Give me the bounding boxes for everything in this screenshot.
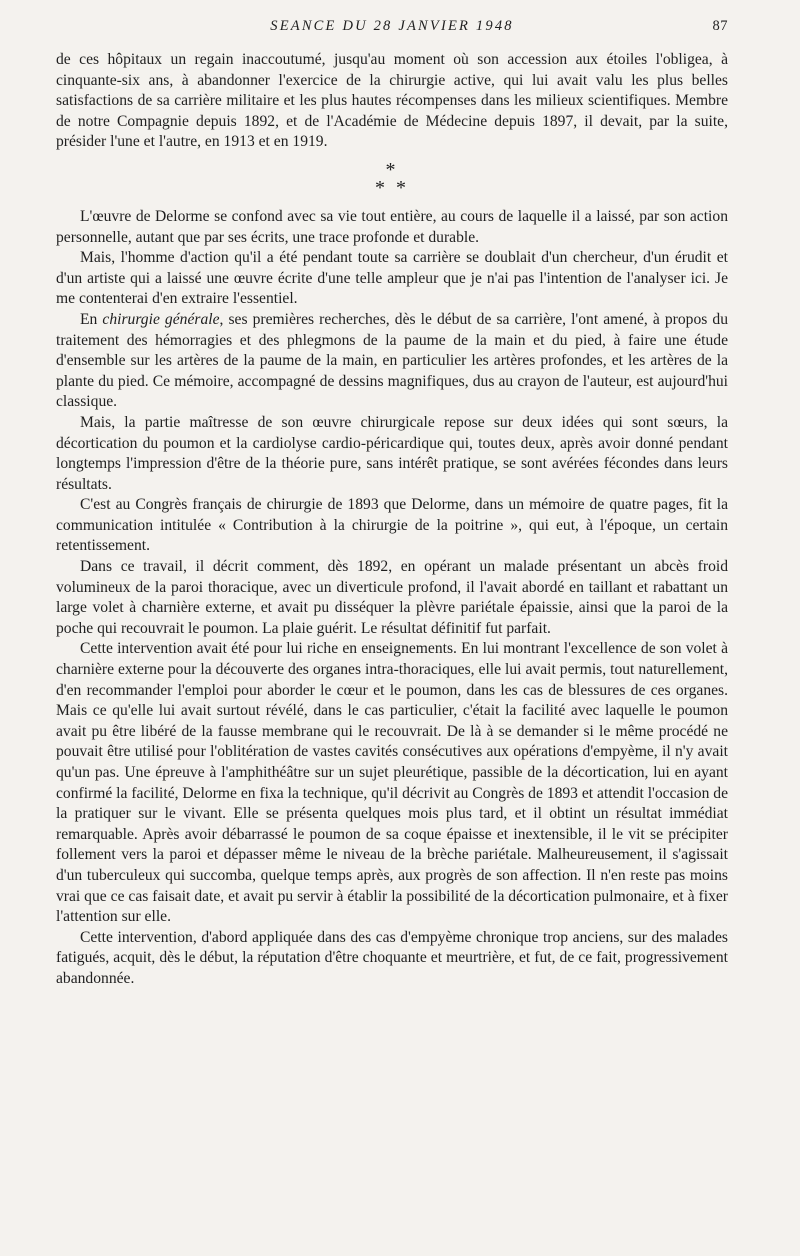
body-text [56, 50, 728, 990]
paragraph: Cette intervention, d'abord appliquée dans des cas d'empyème chronique trop anciens, sur des malades fatigués, acquit, dès le début, la réputation d'être choquante et meurtrière, et fut, de ce fait, progressivement abandonnée. [56, 928, 728, 987]
paragraph: Mais, la partie maîtresse de son œuvre chirurgicale repose sur deux idées qui sont sœurs, la décortication du poumon et la cardiolyse cardio-péricardique qui, toutes deux, après avoir donné pendant longtemps l'impression d'être de la théorie pure, sans intérêt pratique, se sont avérées fécondes dans leurs résultats. [56, 413, 728, 493]
asterism-bottom: * * [375, 176, 409, 199]
paragraph: Dans ce travail, il décrit comment, dès 1892, en opérant un malade présentant un abcès froid volumineux de la paroi thoracique, avec un diverticule profond, il l'avait abordé en taillant et rabattant un large volet à charnière externe, et avait pu disséquer la plèvre pariétale épaissie, ainsi que la paroi de la poche qui recouvrait le poumon. La plaie guérit. Le résultat définitif fut parfait. [56, 558, 728, 637]
running-header [56, 18, 728, 46]
paragraph: Mais, l'homme d'action qu'il a été pendant toute sa carrière se doublait d'un chercheur, d'un érudit et d'un artiste qui a laissé une œuvre écrite d'une telle ampleur que je n'ai pas l'intention de l'analyser ici. Je me contenterai d'en extraire l'essentiel. [56, 249, 728, 308]
paragraph: L'œuvre de Delorme se confond avec sa vie tout entière, au cours de laquelle il a laissé, par son action personnelle, autant que par ses écrits, une trace profonde et durable. [56, 207, 728, 246]
paragraph-continuation: de ces hôpitaux un regain inaccoutumé, jusqu'au moment où son accession aux étoiles l'obligea, à cinquante-six ans, à abandonner l'exercice de la chirurgie active, qui lui avait valu les plus belles satisfactions de sa carrière militaire et les plus hautes récompenses dans les milieux scientifiques. Membre de notre Compagnie depuis 1892, et de l'Académie de Médecine depuis 1897, il devait, par la suite, présider l'une et l'autre, en 1913 et en 1919. [56, 51, 728, 151]
paragraph: Cette intervention avait été pour lui riche en enseignements. En lui montrant l'excellence de son volet à charnière externe pour la découverte des organes intra-thoraciques, elle lui avait permis, tout naturellement, d'en recommander l'emploi pour aborder le cœur et le poumon, dans les cas de blessures de ces organes. Mais ce qu'elle lui avait surtout révélé, dans le cas particulier, c'était la facilité avec laquelle le poumon avait pu être libéré de la fausse membrane qui le recouvrait. De là à se demander si le même procédé ne pouvait être utilisé pour l'oblitération de vastes cavités consécutives aux opérations d'empyème, il n'y avait qu'un pas. Une épreuve à l'amphithéâtre sur un sujet pleurétique, passible de la décortication, lui en ayant confirmé la facilité, Delorme en fixa la technique, qu'il décrivit au Congrès de 1893 et attendit l'occasion de la pratiquer sur le vivant. Elle se présenta quelques mois plus tard, et il obtint un résultat immédiat remarquable. Après avoir débarrassé le poumon de sa coque épaisse et inextensible, il le vit se précipiter follement vers la paroi et dépasser même le niveau de la brèche pariétale. Malheureusement, il s'agissait d'un tuberculeux qui succomba, quelque temps après, aux progrès de son affection. Il n'en reste pas moins vrai que ce cas faisait date, et avait pu servir à établir la possibilité de la décortication pulmonaire, et à fixer l'attention sur elle. [56, 640, 729, 926]
running-title: SEANCE DU 28 JANVIER 1948 [270, 18, 514, 34]
paragraph-lead: En [80, 310, 103, 328]
emphasized-term: chirurgie générale [102, 310, 220, 328]
section-separator [56, 158, 728, 199]
asterism-top: * [385, 158, 399, 181]
page-number: 87 [712, 18, 728, 34]
document-page [56, 18, 728, 990]
paragraph [56, 310, 728, 413]
paragraph: C'est au Congrès français de chirurgie de 1893 que Delorme, dans un mémoire de quatre pages, fit la communication intitulée « Contribution à la chirurgie de la poitrine », qui eut, à l'époque, un certain retentissement. [56, 496, 728, 555]
paragraph-rest: , ses premières recherches, dès le début de sa carrière, l'ont amené, à propos du traitement des hémorragies et des phlegmons de la paume de la main et du pied, à faire une étude d'ensemble sur les artères de la paume de la main, en particulier les artères profondes, et les artères de la plante du pied. Ce mémoire, accompagné de dessins magnifiques, dus au crayon de l'auteur, est aujourd'hui classique. [56, 310, 728, 411]
